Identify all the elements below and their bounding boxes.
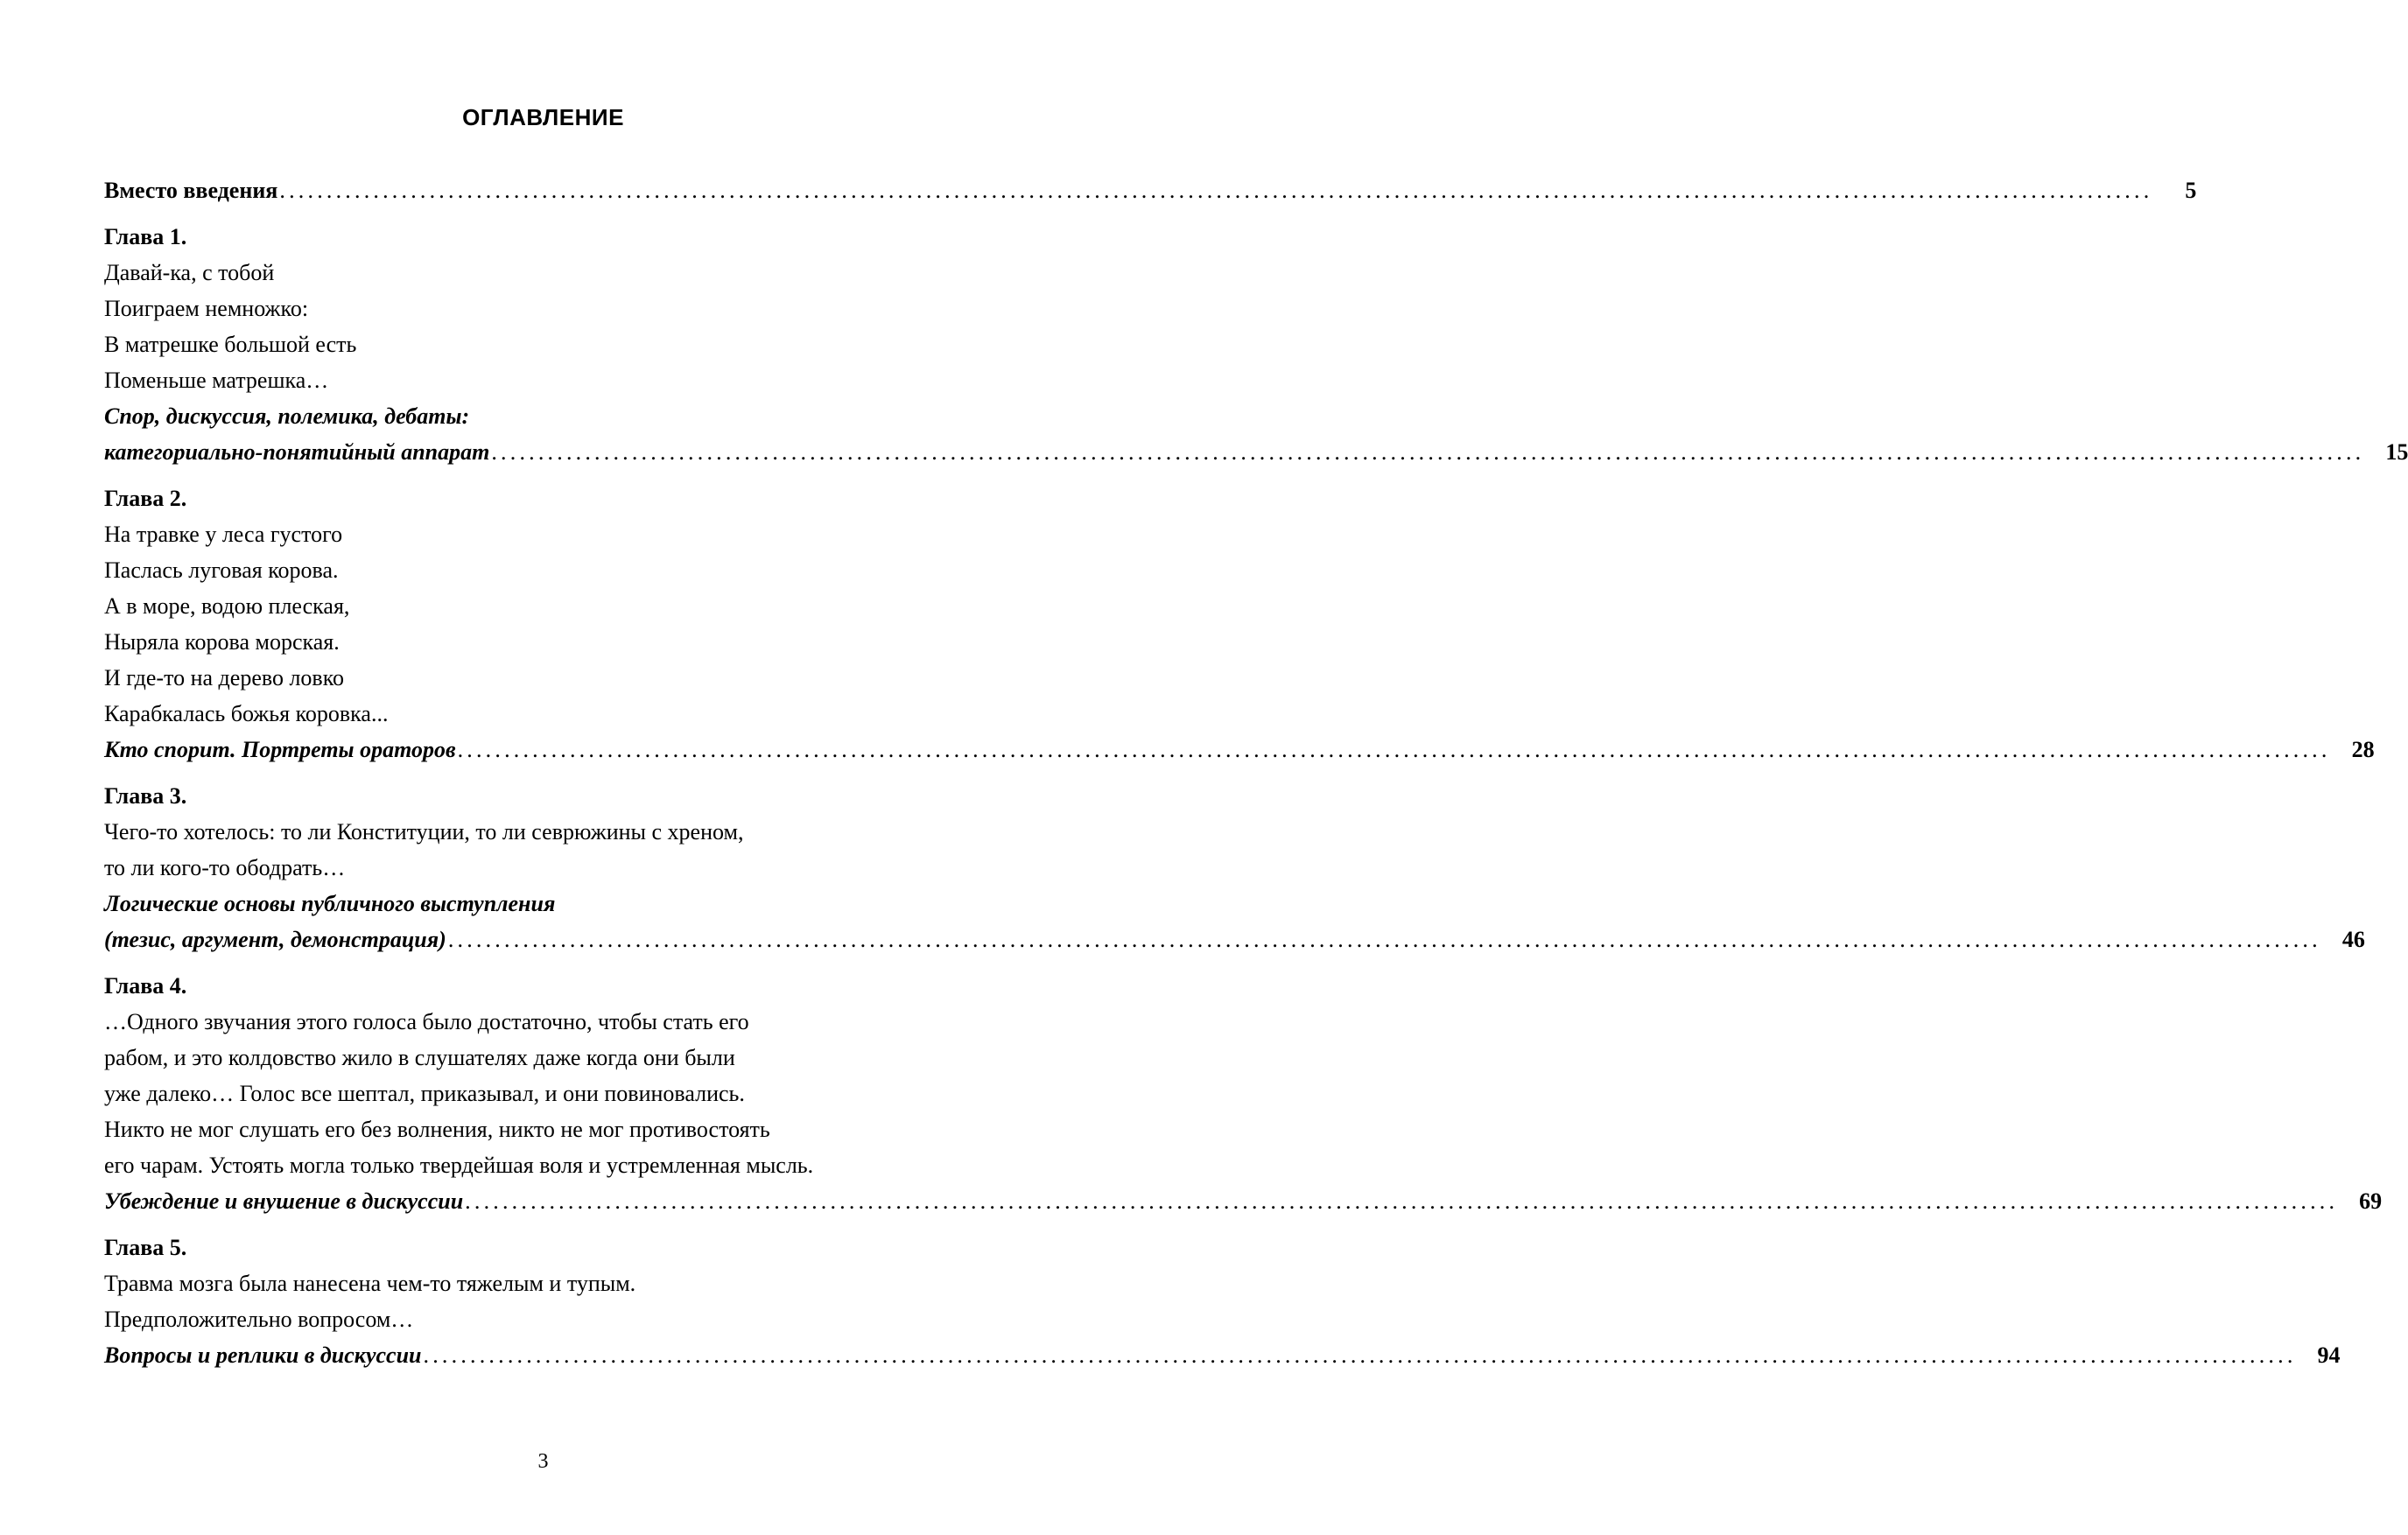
table-of-contents bbox=[104, 172, 2408, 1373]
chapter-title-line: Вопросы и реплики в дискуссии bbox=[104, 1342, 422, 1368]
dot-leader: ........................................................................................................................................................................................................ bbox=[423, 1342, 2297, 1368]
chapter-title-line: (тезис, аргумент, демонстрация) bbox=[104, 927, 446, 952]
chapter-label: Глава 5. bbox=[104, 1235, 187, 1260]
toc-entry-page: 15 bbox=[2385, 439, 2408, 465]
chapter-title-line: Спор, дискуссия, полемика, дебаты: bbox=[104, 403, 470, 429]
dot-leader: ........................................................................................................................................................................................................ bbox=[457, 737, 2331, 762]
epigraph-line: его чарам. Устоять могла только твердейшая воля и устремленная мысль. bbox=[104, 1153, 814, 1178]
toc-entry-title: Вместо введения bbox=[104, 178, 278, 203]
chapter-label: Глава 2. bbox=[104, 486, 187, 511]
chapter-title-line: Кто спорит. Портреты ораторов bbox=[104, 737, 456, 762]
toc-entry-chapter-2[interactable] bbox=[104, 732, 2375, 768]
epigraph-line: …Одного звучания этого голоса было достаточно, чтобы стать его bbox=[104, 1009, 749, 1034]
toc-heading: ОГЛАВЛЕНИЕ bbox=[462, 104, 624, 130]
epigraph-line: Карабкалась божья коровка... bbox=[104, 701, 389, 726]
chapter-block-5 bbox=[104, 1230, 2341, 1373]
chapter-label: Глава 1. bbox=[104, 224, 187, 249]
toc-entry-chapter-3[interactable] bbox=[104, 922, 2365, 957]
chapter-block-3 bbox=[104, 778, 2365, 957]
epigraph-line: На травке у леса густого bbox=[104, 522, 343, 547]
toc-entry-page: 46 bbox=[2341, 927, 2365, 952]
dot-leader: ........................................................................................................................................................................................................ bbox=[447, 927, 2321, 952]
toc-entry-intro[interactable] bbox=[104, 172, 2197, 208]
epigraph-line: Никто не мог слушать его без волнения, никто не мог противостоять bbox=[104, 1117, 770, 1142]
epigraph-line: Предположительно вопросом… bbox=[104, 1307, 414, 1332]
toc-entry-page: 69 bbox=[2359, 1188, 2383, 1214]
chapter-title-line: Логические основы публичного выступления bbox=[104, 891, 556, 916]
chapter-label: Глава 3. bbox=[104, 783, 187, 809]
dot-leader: ........................................................................................................................................................................................................ bbox=[491, 439, 2365, 465]
epigraph-line: А в море, водою плеская, bbox=[104, 593, 350, 619]
epigraph-line: Поиграем немножко: bbox=[104, 296, 309, 321]
toc-entry-chapter-5[interactable] bbox=[104, 1337, 2341, 1373]
epigraph-line: Поменьше матрешка… bbox=[104, 368, 329, 393]
chapter-block-4 bbox=[104, 968, 2383, 1219]
chapter-title-line: категориально-понятийный аппарат bbox=[104, 439, 490, 465]
epigraph-line: В матрешке большой есть bbox=[104, 332, 357, 357]
dot-leader: ........................................................................................................................................................................................................ bbox=[465, 1188, 2339, 1214]
epigraph-line: рабом, и это колдовство жило в слушателях даже когда они были bbox=[104, 1045, 735, 1070]
toc-entry-page: 5 bbox=[2185, 178, 2197, 203]
chapter-title-line: Убеждение и внушение в дискуссии bbox=[104, 1188, 464, 1214]
page-number: 3 bbox=[537, 1450, 549, 1473]
epigraph-line: Ныряла корова морская. bbox=[104, 629, 340, 655]
epigraph-line: Чего-то хотелось: то ли Конституции, то ли севрюжины с хреном, bbox=[104, 819, 744, 845]
epigraph-line: то ли кого-то ободрать… bbox=[104, 855, 346, 880]
epigraph-line: И где-то на дерево ловко bbox=[104, 665, 345, 690]
epigraph-line: уже далеко… Голос все шептал, приказывал, и они повиновались. bbox=[104, 1081, 745, 1106]
toc-entry-page: 94 bbox=[2317, 1342, 2341, 1368]
epigraph-line: Травма мозга была нанесена чем-то тяжелым и тупым. bbox=[104, 1271, 636, 1296]
toc-entry-chapter-4[interactable] bbox=[104, 1183, 2383, 1219]
chapter-label: Глава 4. bbox=[104, 973, 187, 999]
epigraph-line: Паслась луговая корова. bbox=[104, 557, 339, 583]
dot-leader: ........................................................................................................................................................................................................ bbox=[279, 178, 2153, 203]
toc-entry-chapter-1[interactable] bbox=[104, 434, 2408, 470]
epigraph-line: Давай-ка, с тобой bbox=[104, 260, 275, 285]
chapter-block-1 bbox=[104, 219, 2408, 470]
chapter-block-2 bbox=[104, 480, 2375, 768]
toc-entry-page: 28 bbox=[2351, 737, 2375, 762]
